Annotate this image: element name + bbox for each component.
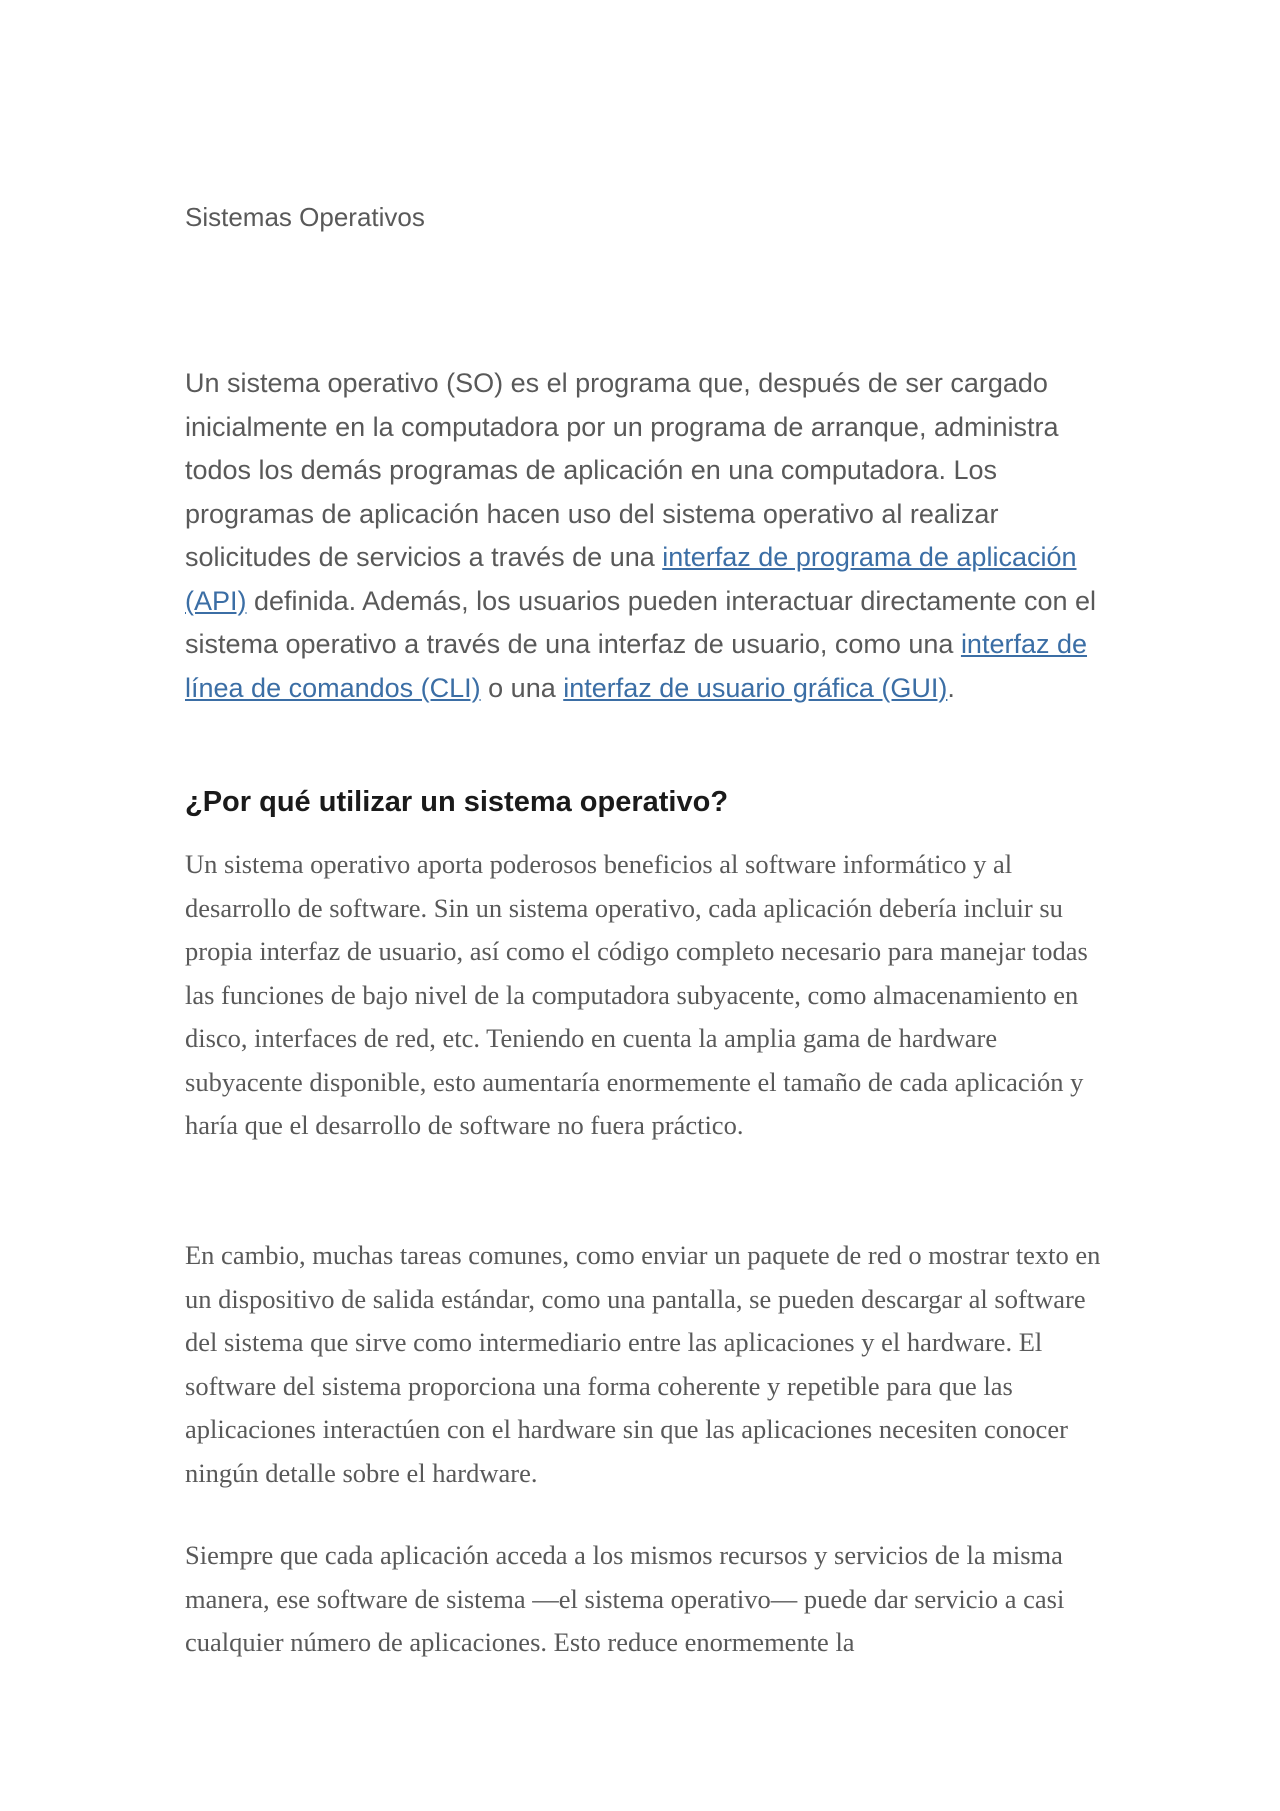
intro-text-1: Un sistema operativo (SO) es el programa que, después de ser cargado inicialmente en la computadora por un programa de arranque, administra todos los demás programas de aplicación en una computadora. Los programas de aplicación hacen uso del sistema operativo al realizar solicitudes de servicios a través de una [185, 368, 1059, 572]
intro-text-4: . [947, 672, 955, 703]
cli-link[interactable]: interfaz de línea de comandos (CLI) [185, 629, 1088, 703]
intro-text-3: o una [480, 672, 564, 703]
gui-link[interactable]: interfaz de usuario gráfica (GUI) [563, 672, 948, 703]
body-paragraph: En cambio, muchas tareas comunes, como enviar un paquete de red o mostrar texto en un dispositivo de salida estándar, como una pantalla, se pueden descargar al software del sistema que sirve como intermediario entre las aplicaciones y el hardware. El software del sistema proporciona una forma coherente y repetible para que las aplicaciones interactúen con el hardware sin que las aplicaciones necesiten conocer ningún detalle sobre el hardware. [185, 1240, 1101, 1488]
section-heading: ¿Por qué utilizar un sistema operativo? [185, 786, 729, 818]
intro-paragraph [185, 362, 1105, 710]
document-title: Sistemas Operativos [185, 202, 425, 232]
api-link[interactable]: interfaz de programa de aplicación (API) [185, 542, 1077, 616]
body-paragraph: Un sistema operativo aporta poderosos beneficios al software informático y al desarrollo de software. Sin un sistema operativo, cada aplicación debería incluir su propia interfaz de usuario, así como el código completo necesario para manejar todas las funciones de bajo nivel de la computadora subyacente, como almacenamiento en disco, interfaces de red, etc. Teniendo en cuenta la amplia gama de hardware subyacente disponible, esto aumentaría enormemente el tamaño de cada aplicación y haría que el desarrollo de software no fuera práctico. [185, 849, 1088, 1140]
body-paragraph: Siempre que cada aplicación acceda a los mismos recursos y servicios de la misma manera, ese software de sistema —el sistema operativo— puede dar servicio a casi cualquier número de aplicaciones. Esto reduce enormemente la [185, 1540, 1065, 1657]
intro-text-2: definida. Además, los usuarios pueden interactuar directamente con el sistema operativo a través de una interfaz de usuario, como una [185, 585, 1097, 659]
